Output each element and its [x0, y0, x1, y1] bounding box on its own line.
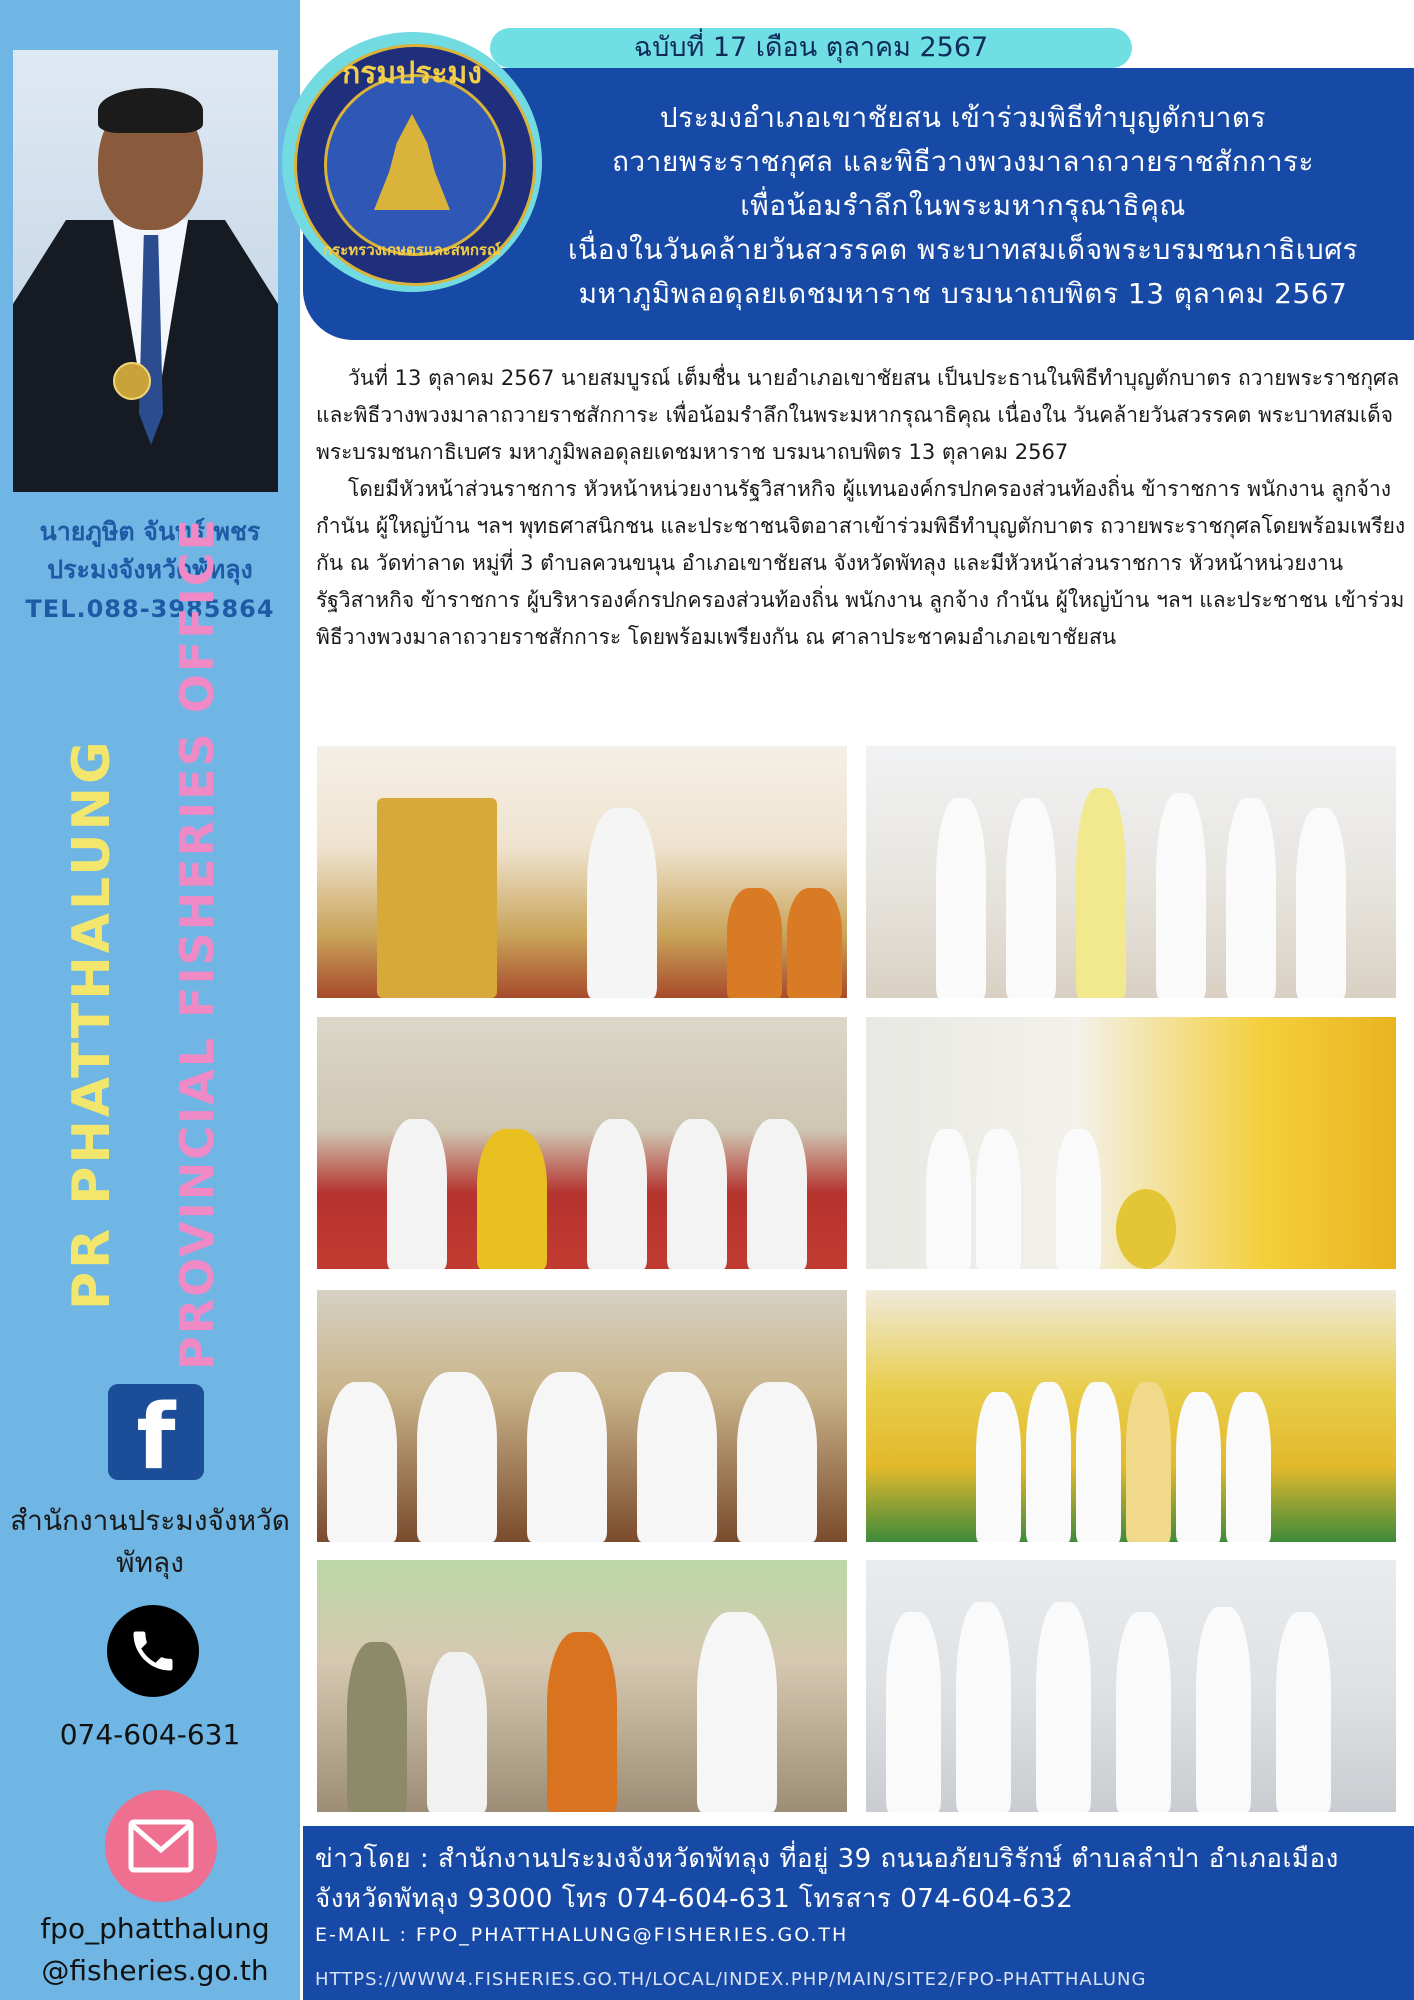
person-name: นายภูษิต จันทร์เพชร	[39, 517, 261, 546]
mail-icon[interactable]	[105, 1790, 217, 1902]
sidebar-email-line2: @fisheries.go.th	[41, 1954, 269, 1987]
person-tel: TEL.088-3985864	[25, 595, 275, 623]
phone-number: 074-604-631	[59, 1718, 241, 1751]
office-name: สำนักงานประมงจังหวัด พัทลุง	[10, 1504, 290, 1579]
headline-line: เนื่องในวันคล้ายวันสวรรคต พระบาทสมเด็จพระบรมชนกาธิเบศร	[567, 233, 1359, 266]
paragraph: วันที่ 13 ตุลาคม 2567 นายสมบูรณ์ เต็มชื่น นายอำเภอเขาชัยสน เป็นประธานในพิธีทำบุญตักบาตร ถวายพระราชกุศล และพิธีวางพวงมาลาถวายราชสักการะ เพื่อน้อมรำลึกในพระมหากรุณาธิคุณ เนื่องใน วันคล้ายวันสวรรคต พระบาทสมเด็จพระบรมชนกาธิเบศร มหาภูมิพลอดุลยเดชมหาราช บรมนาถบพิตร 13 ตุลาคม 2567	[316, 366, 1400, 464]
vertical-title-office: PROVINCIAL FISHERIES OFFICE	[170, 517, 224, 1370]
photo-wreath-placement	[866, 1017, 1396, 1269]
headline-line: ประมงอำเภอเขาชัยสน เข้าร่วมพิธีทำบุญตักบาตร	[659, 101, 1267, 134]
vertical-title-pr: PR PHATTHALUNG	[62, 738, 122, 1310]
headline	[523, 96, 1403, 316]
sidebar-email[interactable]	[0, 1908, 310, 1992]
footer	[303, 1826, 1414, 2000]
phone-icon[interactable]	[107, 1605, 199, 1697]
person-title: ประมงจังหวัดพัทลุง	[47, 555, 253, 584]
footer-address-line2: จังหวัดพัทลุง 93000 โทร 074-604-631 โทรสาร 074-604-632	[315, 1884, 1074, 1914]
portrait-photo	[13, 50, 278, 492]
sidebar	[0, 0, 300, 2000]
sidebar-email-line1: fpo_phatthalung	[40, 1912, 270, 1945]
article-body	[316, 360, 1406, 656]
logo-bottom-text: กระทรวงเกษตรและสหกรณ์	[323, 241, 501, 259]
issue-badge: ฉบับที่ 17 เดือน ตุลาคม 2567	[490, 28, 1132, 68]
headline-line: เพื่อน้อมรำลึกในพระมหากรุณาธิคุณ	[740, 189, 1186, 222]
headline-line: ถวายพระราชกุศล และพิธีวางพวงมาลาถวายราชสักการะ	[611, 145, 1315, 178]
photo-group-wreaths	[866, 1290, 1396, 1542]
photo-officials-standing	[866, 746, 1396, 998]
headline-line: มหาภูมิพลอดุลยเดชมหาราช บรมนาถบพิตร 13 ตุลาคม 2567	[578, 277, 1348, 310]
photo-officials-lineup	[866, 1560, 1396, 1812]
paragraph: โดยมีหัวหน้าส่วนราชการ หัวหน้าหน่วยงานรัฐวิสาหกิจ ผู้แทนองค์กรปกครองส่วนท้องถิ่น ข้าราชการ พนักงาน ลูกจ้าง กำนัน ผู้ใหญ่บ้าน ฯลฯ พุทธศาสนิกชน และประชาชนจิตอาสาเข้าร่วมพิธีทำบุญตักบาตร ถวายพระราชกุศลโดยพร้อมเพรียงกัน ณ วัดท่าลาด หมู่ที่ 3 ตำบลควนขนุน อำเภอเขาชัยสน จังหวัดพัทลุง และมีหัวหน้าส่วนราชการ หัวหน้าหน่วยงานรัฐวิสาหกิจ ข้าราชการ ผู้บริหารองค์กรปกครองส่วนท้องถิ่น พนักงาน ลูกจ้าง กำนัน ผู้ใหญ่บ้าน ฯลฯ และประชาชน เข้าร่วมพิธีวางพวงมาลาถวายราชสักการะ โดยพร้อมเพรียงกัน ณ ศาลาประชาคมอำเภอเขาชัยสน	[316, 477, 1406, 649]
logo-top-text: กรมประมง	[342, 56, 482, 91]
photo-ceremony-altar	[317, 746, 847, 998]
facebook-icon[interactable]: f	[108, 1384, 204, 1480]
footer-address-line1: ข่าวโดย : สำนักงานประมงจังหวัดพัทลุง ที่อยู่ 39 ถนนอภัยบริรักษ์ ตำบลลำป่า อำเภอเมือง	[315, 1844, 1339, 1874]
photo-seated-audience	[317, 1017, 847, 1269]
footer-url[interactable]: HTTPS://WWW4.FISHERIES.GO.TH/LOCAL/INDEX.PHP/MAIN/SITE2/FPO-PHATTHALUNG	[315, 1969, 1147, 1990]
department-logo	[282, 32, 542, 292]
footer-email[interactable]: E-MAIL : FPO_PHATTHALUNG@FISHERIES.GO.TH	[315, 1924, 849, 1946]
photo-praying-officials	[317, 1290, 847, 1542]
photo-alms-giving	[317, 1560, 847, 1812]
